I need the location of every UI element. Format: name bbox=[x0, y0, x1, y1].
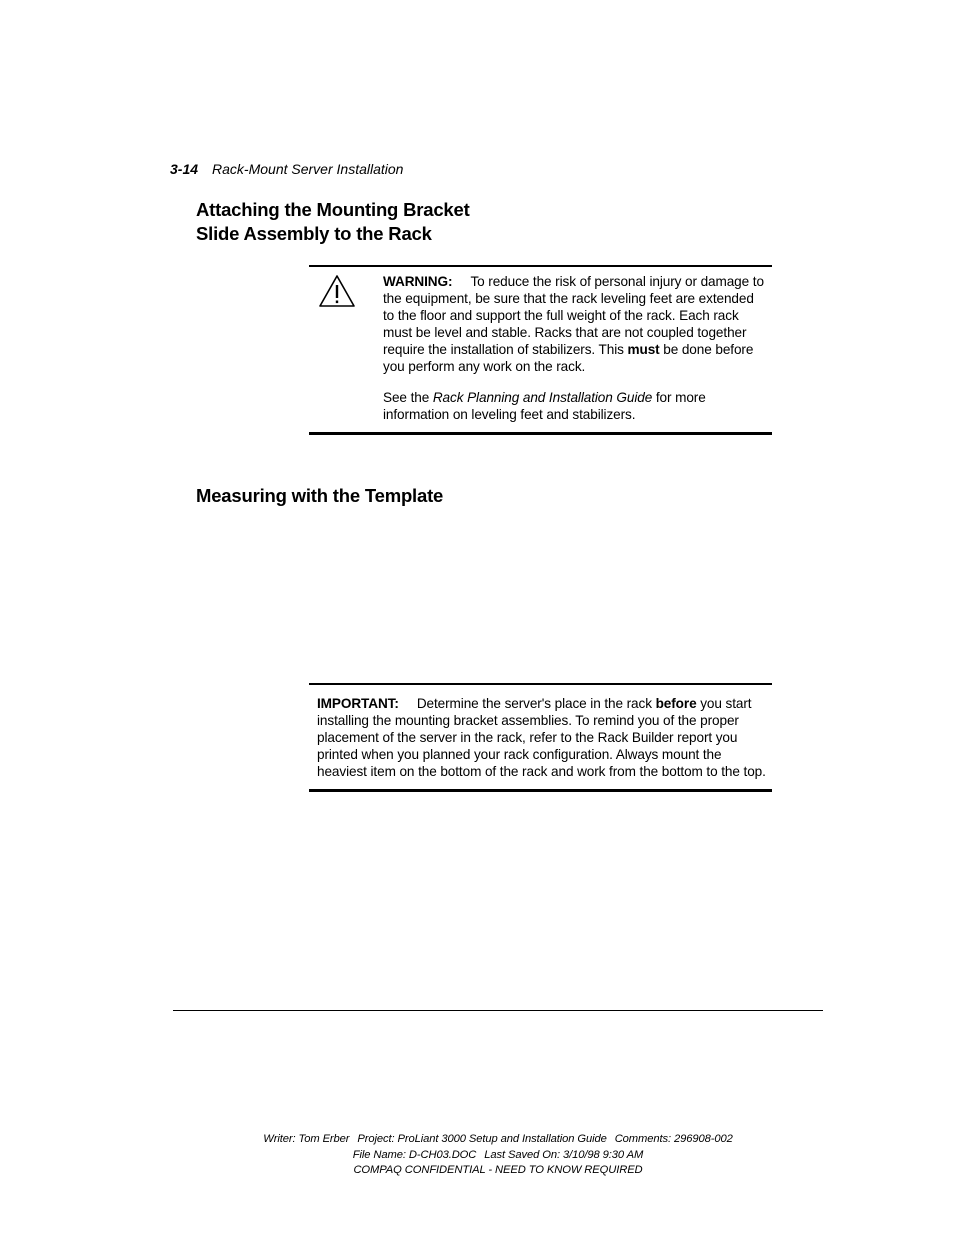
important-paragraph bbox=[317, 695, 767, 780]
warning-paragraph-2 bbox=[383, 389, 768, 423]
important-text-b: you start installing the mounting bracket assemblies. To remind you of the proper placement of the server in the rack, refer to the Rack Builder report you printed when you planned your rack configuration. Always mount the heaviest item on the bottom of the rack and work from the bottom to the top. bbox=[317, 696, 766, 779]
warning-text-a: To reduce the risk of personal injury or damage to the equipment, be sure that the rack leveling feet are extended to the floor and support the full weight of the rack. Each rack must be level and stable. Racks that are not coupled together require the installation of stabilizers. This bbox=[383, 274, 764, 357]
warning-more-text: for more information on leveling feet and stabilizers. bbox=[383, 390, 706, 422]
heading-line-1: Attaching the Mounting Bracket bbox=[196, 199, 470, 220]
footer-line-2 bbox=[173, 1148, 823, 1164]
heading-line-2: Slide Assembly to the Rack bbox=[196, 223, 432, 244]
footer-line-3: COMPAQ CONFIDENTIAL - NEED TO KNOW REQUIRED bbox=[353, 1164, 643, 1176]
footer-project: Project: ProLiant 3000 Setup and Installation Guide bbox=[357, 1133, 607, 1145]
section-heading-measuring: Measuring with the Template bbox=[196, 485, 444, 506]
chapter-title: Rack-Mount Server Installation bbox=[212, 161, 404, 177]
warning-text bbox=[383, 273, 768, 423]
footer-last-saved: Last Saved On: 3/10/98 9:30 AM bbox=[484, 1148, 644, 1161]
footer-divider bbox=[173, 1010, 823, 1011]
warning-label: WARNING: bbox=[383, 274, 453, 289]
warning-see-text: See the bbox=[383, 390, 433, 405]
warning-emphasis: must bbox=[627, 342, 660, 357]
footer-comments: Comments: 296908-002 bbox=[614, 1133, 733, 1145]
document-footer bbox=[173, 1132, 823, 1179]
running-header bbox=[170, 161, 403, 177]
warning-paragraph-1 bbox=[383, 273, 768, 375]
footer-file-name: File Name: D-CH03.DOC bbox=[352, 1148, 477, 1161]
page-number: 3-14 bbox=[170, 161, 199, 177]
footer-line-1 bbox=[173, 1132, 823, 1148]
section-heading-attaching bbox=[196, 198, 470, 246]
warning-triangle-icon bbox=[317, 273, 357, 309]
important-text bbox=[317, 695, 767, 780]
footer-writer: Writer: Tom Erber bbox=[263, 1133, 350, 1145]
guide-title: Rack Planning and Installation Guide bbox=[432, 390, 653, 405]
important-label: IMPORTANT: bbox=[317, 696, 399, 711]
important-text-a: Determine the server's place in the rack bbox=[416, 696, 656, 711]
warning-text-b: be done before you perform any work on the rack. bbox=[383, 342, 754, 374]
important-box bbox=[309, 683, 772, 792]
warning-box bbox=[309, 265, 772, 435]
important-emphasis: before bbox=[655, 696, 697, 711]
